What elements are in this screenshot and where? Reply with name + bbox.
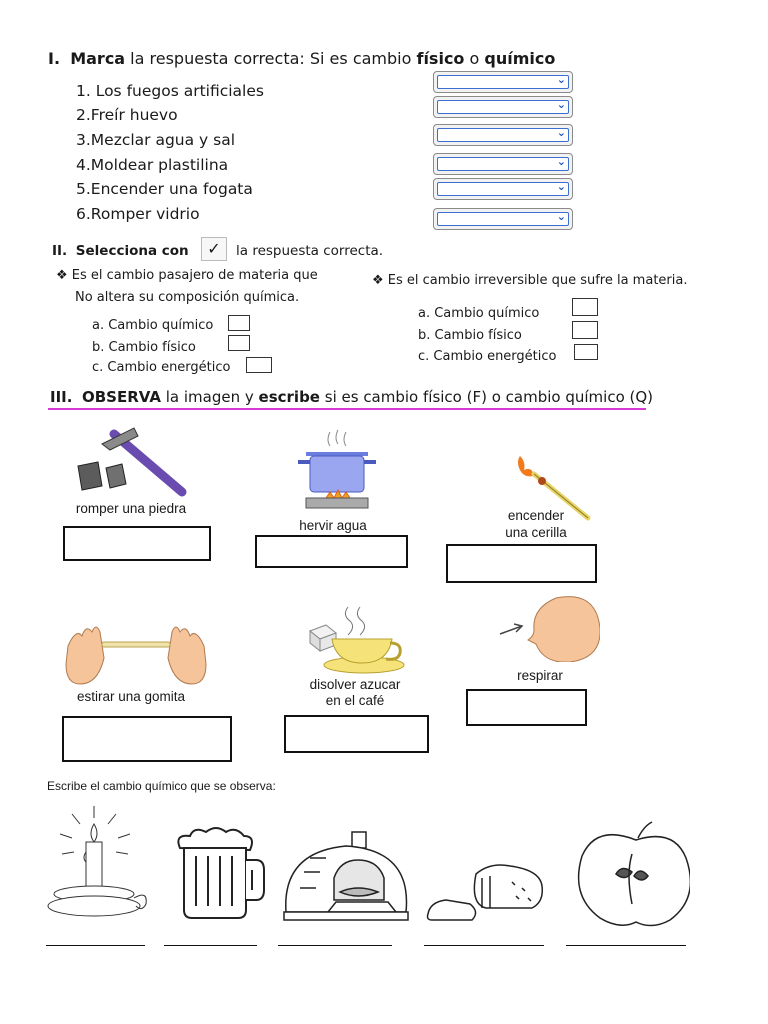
answer-box-cerilla[interactable]: [446, 544, 597, 583]
section1-bold-marca: Marca: [70, 49, 126, 68]
section2-left-question-2: No altera su composición química.: [75, 290, 300, 305]
section1-item-6: 6.Romper vidrio: [76, 205, 200, 223]
checkbox-right-a[interactable]: [572, 298, 598, 316]
answer-dropdown-5[interactable]: [433, 178, 573, 200]
answer-line-3[interactable]: [278, 945, 392, 946]
section1-item-1: 1. Los fuegos artificiales: [76, 82, 264, 100]
caption-respirar: respirar: [517, 668, 563, 683]
section3-text2: si es cambio físico (F) o cambio químico (Q): [319, 388, 654, 406]
section3-title: [50, 388, 653, 406]
answer-line-4[interactable]: [424, 945, 544, 946]
answer-line-5[interactable]: [566, 945, 686, 946]
answer-line-2[interactable]: [164, 945, 257, 946]
section3-numeral: III.: [50, 388, 73, 406]
answer-box-piedra[interactable]: [63, 526, 211, 561]
section3-underline: [48, 408, 646, 410]
bread-icon: [424, 860, 548, 924]
answer-box-disolver[interactable]: [284, 715, 429, 753]
section1-bold-fisico: físico: [416, 49, 465, 68]
chevron-down-icon: ⌄: [556, 210, 566, 223]
checkbox-right-b[interactable]: [572, 321, 598, 339]
section2-text: la respuesta correcta.: [236, 243, 384, 259]
answer-dropdown-6[interactable]: [433, 208, 573, 230]
chevron-down-icon: ⌄: [556, 98, 566, 111]
answer-box-respirar[interactable]: [466, 689, 587, 726]
section1-text1: la respuesta correcta: Si es cambio: [125, 49, 417, 68]
section2-right-option-b: b. Cambio físico: [418, 328, 522, 343]
breathing-face-icon: [496, 590, 600, 662]
section3-bold-observa: OBSERVA: [82, 388, 161, 406]
checkmark-icon: ✓: [201, 237, 227, 261]
answer-dropdown-1[interactable]: [433, 71, 573, 93]
section1-title: [48, 49, 555, 68]
section2-right-option-a: a. Cambio químico: [418, 306, 540, 321]
checkbox-left-a[interactable]: [228, 315, 250, 331]
beer-mug-icon: [172, 826, 272, 922]
caption-estirar-gomita: estirar una gomita: [76, 689, 186, 704]
section2-left-question-1: ❖ Es el cambio pasajero de materia que: [56, 268, 318, 283]
chevron-down-icon: ⌄: [556, 73, 566, 86]
section4-instruction: Escribe el cambio químico que se observa:: [47, 779, 276, 793]
section2-right-option-c: c. Cambio energético: [418, 349, 557, 364]
apple-icon: [576, 818, 690, 928]
section2-title: [52, 243, 189, 259]
section3-bold-escribe: escribe: [258, 388, 320, 406]
chevron-down-icon: ⌄: [556, 126, 566, 139]
section2-left-option-a: a. Cambio químico: [92, 318, 214, 333]
caption-cerilla-1: encender: [507, 508, 565, 523]
section1-item-4: 4.Moldear plastilina: [76, 156, 229, 174]
checkbox-left-c[interactable]: [246, 357, 272, 373]
section2-left-option-c: c. Cambio energético: [92, 360, 231, 375]
section1-numeral: I.: [48, 49, 61, 68]
section2-right-question: ❖ Es el cambio irreversible que sufre la materia.: [372, 273, 688, 288]
answer-dropdown-4[interactable]: [433, 153, 573, 175]
caption-hervir-agua: hervir agua: [299, 518, 367, 533]
answer-box-gomita[interactable]: [62, 716, 232, 762]
answer-dropdown-2[interactable]: [433, 96, 573, 118]
section2-numeral: II.: [52, 243, 68, 259]
checkbox-right-c[interactable]: [574, 344, 598, 360]
section1-bold-quimico: químico: [484, 49, 556, 68]
answer-dropdown-3[interactable]: [433, 124, 573, 146]
section2-bold: Selecciona con: [75, 243, 189, 259]
chevron-down-icon: ⌄: [556, 155, 566, 168]
caption-romper-piedra: romper una piedra: [75, 501, 187, 516]
chevron-down-icon: ⌄: [556, 180, 566, 193]
candle-icon: [42, 802, 148, 924]
stone-hammer-icon: [72, 424, 190, 502]
section1-text2: o: [464, 49, 485, 68]
caption-disolver-2: en el café: [325, 693, 385, 708]
section3-text1: la imagen y: [160, 388, 259, 406]
section1-item-5: 5.Encender una fogata: [76, 180, 253, 198]
boiling-pot-icon: [296, 428, 380, 510]
checkbox-left-b[interactable]: [228, 335, 250, 351]
caption-disolver-1: disolver azucar: [309, 677, 401, 692]
answer-box-hervir-agua[interactable]: [255, 535, 408, 568]
oven-icon: [280, 828, 412, 924]
section1-item-3: 3.Mezclar agua y sal: [76, 131, 236, 149]
coffee-sugar-icon: [306, 603, 406, 675]
caption-cerilla-2: una cerilla: [505, 525, 567, 540]
section2-left-option-b: b. Cambio físico: [92, 340, 196, 355]
section1-item-2: 2.Freír huevo: [76, 106, 178, 124]
stretching-gummy-icon: [64, 616, 208, 688]
answer-line-1[interactable]: [46, 945, 145, 946]
